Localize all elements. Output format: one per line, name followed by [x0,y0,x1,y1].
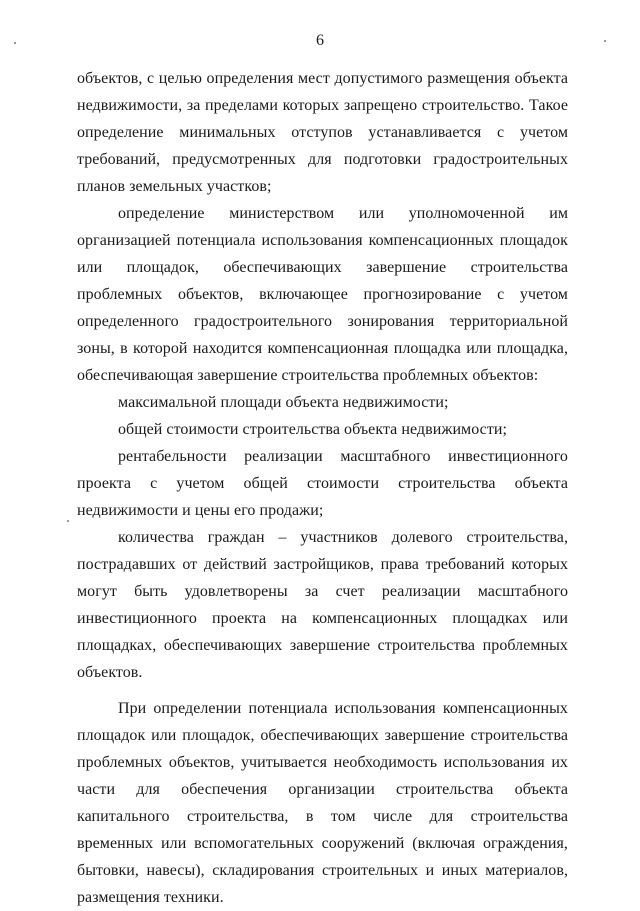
page-number: 6 [316,32,324,49]
scan-speck [67,520,69,522]
document-body [77,65,568,911]
paragraph-4: общей стоимости строительства объекта недвижимости; [118,421,507,438]
paragraph-6: количества граждан – участников долевого строительства, пострадавших от действий застройщиков, права требований которых могут быть удовлетворены за счет реализации масштабного инвестиционного проекта на компенсационных площадках или площадках, обеспечивающих завершение строительства проблемных объектов. [77,529,568,681]
paragraph-2: определение министерством или уполномоченной им организацией потенциала использования компенсационных площадок или площадок, обеспечивающих завершение строительства проблемных объектов, включающее прогнозирование с учетом определенного градостроительного зонирования территориальной зоны, в которой находится компенсационная площадка или площадка, обеспечивающая завершение строительства проблемных объектов: [77,205,568,384]
scan-speck [604,40,606,42]
paragraph-3: максимальной площади объекта недвижимости; [118,394,449,411]
scan-speck [14,42,16,44]
paragraph-5: рентабельности реализации масштабного инвестиционного проекта с учетом общей стоимости строительства объекта недвижимости и цены его продажи; [77,448,568,519]
paragraph-7: При определении потенциала использования компенсационных площадок или площадок, обеспечивающих завершение строительства проблемных объектов, учитывается необходимость использования их части для обеспечения организации строительства объекта капитального строительства, в том числе для строительства временных или вспомогательных сооружений (включая ограждения, бытовки, навесы), складирования строительных и иных материалов, размещения техники. [77,700,568,906]
paragraph-1: объектов, с целью определения мест допустимого размещения объекта недвижимости, за пределами которых запрещено строительство. Такое определение минимальных отступов устанавливается с учетом требований, предусмотренных для подготовки градостроительных планов земельных участков; [77,70,568,195]
